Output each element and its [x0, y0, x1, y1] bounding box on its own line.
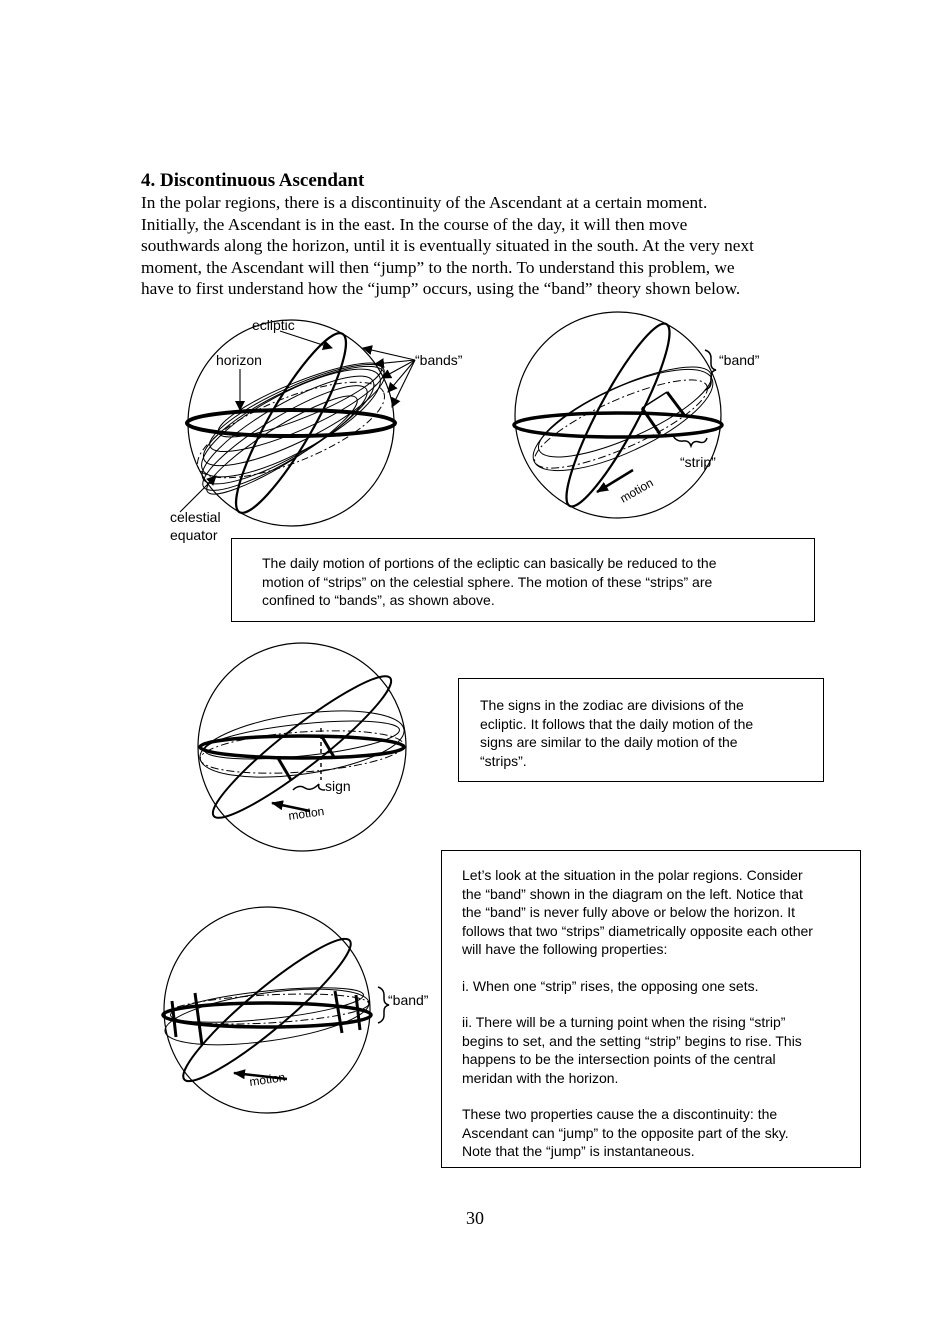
band-label: “band”	[388, 992, 429, 1008]
ecliptic-line	[171, 925, 362, 1094]
figure-bands-diagram	[160, 312, 470, 547]
figure-sign-diagram	[190, 640, 420, 855]
horizon-line	[200, 736, 404, 758]
caption-line: follows that two “strips” diametrically opposite each other	[462, 922, 813, 939]
caption-line: begins to set, and the setting “strip” begins to rise. This	[462, 1032, 802, 1049]
horizon-line	[514, 413, 722, 437]
band-label: “band”	[719, 352, 760, 368]
intro-line: moment, the Ascendant will then “jump” to the north. To understand this problem, we	[141, 257, 735, 277]
intro-line: have to first understand how the “jump” occurs, using the “band” theory shown below.	[141, 279, 741, 298]
caption-box-polar	[441, 850, 861, 1168]
ecliptic-label: ecliptic	[252, 317, 295, 333]
sign-brace	[293, 784, 325, 790]
intro-line: Initially, the Ascendant is in the east. In the course of the day, it will then move	[141, 214, 688, 234]
caption-line: Let’s look at the situation in the polar regions. Consider	[462, 867, 803, 883]
intro-line: In the polar regions, there is a discontinuity of the Ascendant at a certain moment.	[141, 193, 708, 212]
caption-line: ecliptic. It follows that the daily motion of the	[480, 715, 754, 732]
horizon-label: horizon	[216, 352, 262, 368]
band-ellipses	[189, 349, 396, 507]
caption-line: Ascendant can “jump” to the opposite part of the sky.	[462, 1124, 789, 1141]
motion-label: motion	[248, 1070, 287, 1089]
caption-line: ii. There will be a turning point when the rising “strip”	[462, 1014, 786, 1030]
intro-line: southwards along the horizon, until it is eventually situated in the south. At the very next	[141, 236, 754, 255]
caption-line: meridan with the horizon.	[462, 1069, 619, 1086]
section-heading: 4. Discontinuous Ascendant	[141, 170, 365, 191]
motion-label: motion	[617, 475, 656, 506]
strip-label: “strip”	[680, 454, 716, 470]
caption-line: The signs in the zodiac are divisions of the	[480, 697, 744, 713]
caption-line: The daily motion of portions of the ecliptic can basically be reduced to the	[262, 555, 717, 571]
sign-label: sign	[325, 778, 351, 794]
bands-label: “bands”	[415, 352, 463, 368]
caption-box-signs	[458, 678, 824, 782]
motion-label: motion	[287, 804, 326, 823]
caption-line: the “band” shown in the diagram on the left. Notice that	[462, 885, 803, 902]
caption-line: will have the following properties:	[462, 941, 668, 957]
figure-band-strip-diagram	[505, 312, 775, 527]
intro-paragraph	[141, 192, 831, 300]
caption-line: confined to “bands”, as shown above.	[262, 592, 495, 608]
page-number: 30	[466, 1208, 484, 1228]
caption-line: happens to be the intersection points of the central	[462, 1051, 776, 1067]
caption-line: signs are similar to the daily motion of the	[480, 734, 738, 750]
caption-line: These two properties cause the a discontinuity: the	[462, 1106, 778, 1122]
band-ellipses	[196, 700, 408, 788]
equator-label: equator	[170, 527, 218, 543]
caption-line: Note that the “jump” is instantaneous.	[462, 1143, 695, 1159]
caption-line: motion of “strips” on the celestial sphere. The motion of these “strips” are	[262, 573, 713, 590]
caption-box-strips	[231, 538, 815, 622]
figure-polar-band-diagram	[152, 905, 442, 1120]
caption-line: the “band” is never fully above or below the horizon. It	[462, 904, 796, 920]
celestial-label: celestial	[170, 509, 221, 525]
caption-line: “strips”.	[480, 752, 527, 769]
strip-brace	[673, 436, 707, 446]
caption-item-1: i. When one “strip” rises, the opposing one sets.	[462, 977, 759, 994]
